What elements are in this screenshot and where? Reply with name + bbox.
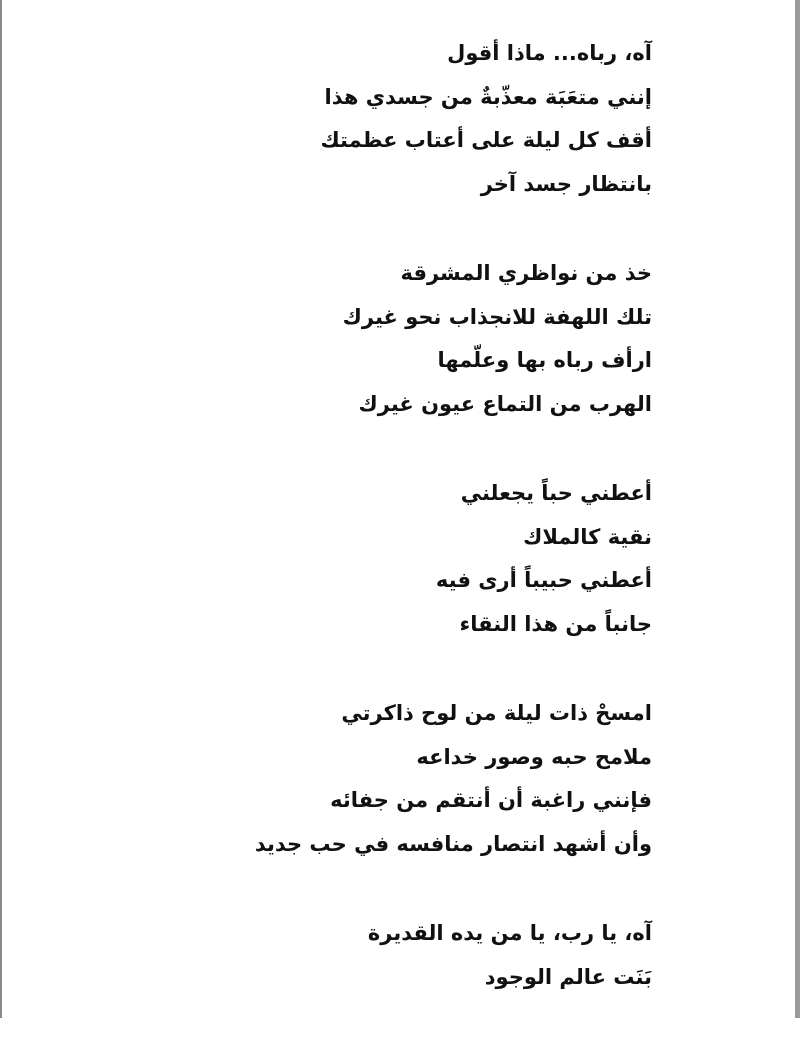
poem-line: بَنَت عالم الوجود xyxy=(484,964,652,989)
stanza-3 xyxy=(92,472,652,646)
poem-line: امسحْ ذات ليلة من لوح ذاكرتي xyxy=(341,701,652,725)
poem-line: أقف كل ليلة على أعتاب عظمتك xyxy=(320,128,652,152)
poem-line: نقية كالملاك xyxy=(523,524,652,549)
poem-text xyxy=(92,32,652,1045)
poem-line: فإنني راغبة أن أنتقم من جفائه xyxy=(330,788,652,812)
stanza-2 xyxy=(92,252,652,426)
stanza-4 xyxy=(92,692,652,866)
poem-line: بانتظار جسد آخر xyxy=(480,171,652,196)
poem-line: آه، يا رب، يا من يده القديرة xyxy=(367,921,652,945)
poem-line: وأن أشهد انتصار منافسه في حب جديد xyxy=(254,831,652,856)
poem-line: أعطني حباً يجعلني xyxy=(460,481,652,505)
poem-line: أعطني حبيباً أرى فيه xyxy=(435,568,652,592)
poem-line: إنني متعَبَة معذّبةٌ من جسدي هذا xyxy=(324,84,652,109)
poem-line: تلك اللهفة للانجذاب نحو غيرك xyxy=(342,304,652,329)
stanza-5 xyxy=(92,912,652,999)
poem-line: ملامح حبه وصور خداعه xyxy=(416,744,652,769)
poem-line: ارأف رباه بها وعلّمها xyxy=(437,348,652,372)
stanza-1 xyxy=(92,32,652,206)
poem-line: جانباً من هذا النقاء xyxy=(459,611,652,636)
poem-line: الهرب من التماع عيون غيرك xyxy=(358,391,652,416)
poem-line: آه، رباه... ماذا أقول xyxy=(447,41,652,65)
poem-line: خذ من نواظري المشرقة xyxy=(400,261,652,285)
